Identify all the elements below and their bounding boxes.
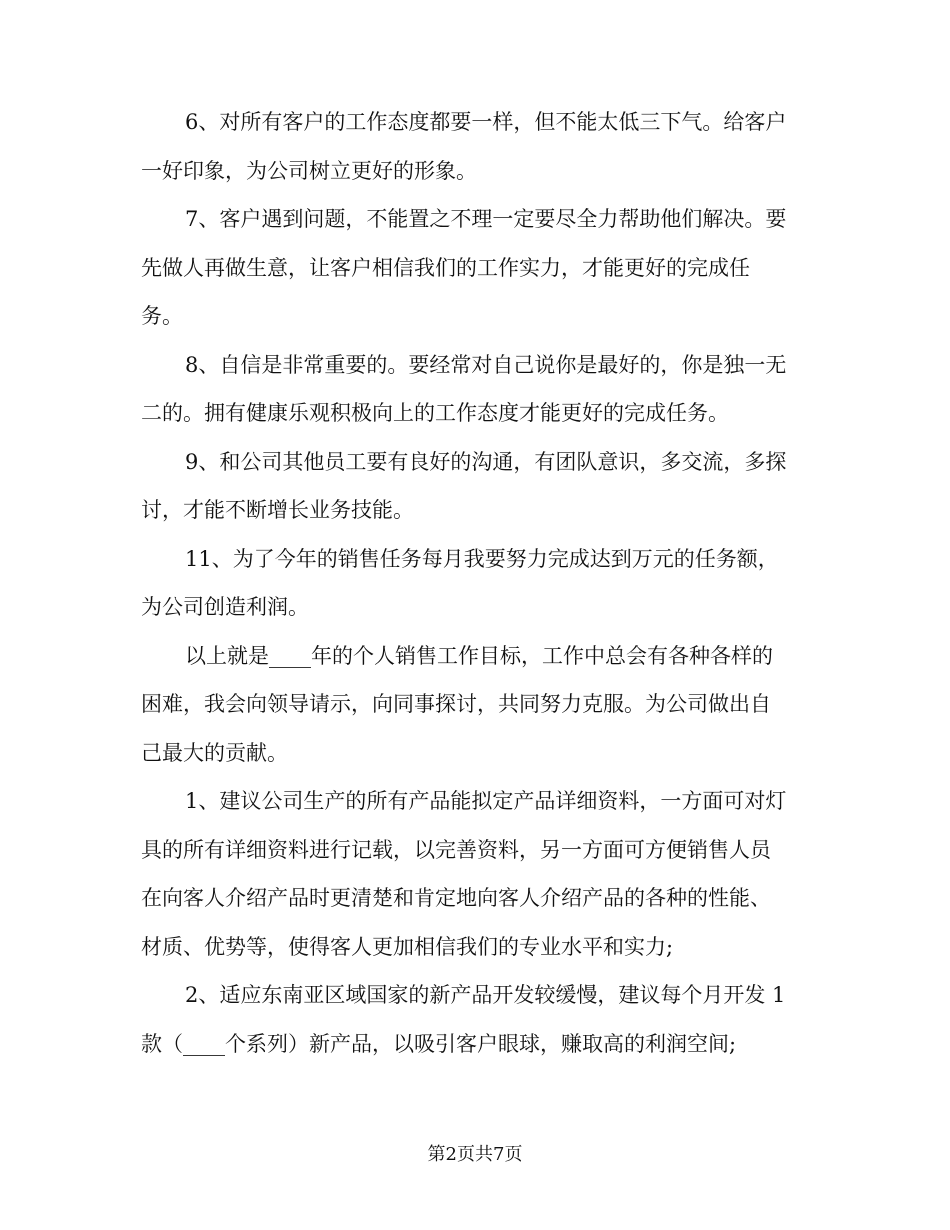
paragraph-line: 务。 — [141, 304, 183, 328]
paragraph-line: 一好印象，为公司树立更好的形象。 — [141, 158, 477, 183]
paragraph-item-6 — [141, 98, 809, 195]
paragraph-line: 材质、优势等，使得客人更加相信我们的专业水平和实力; — [141, 934, 674, 959]
paragraph-item-11 — [141, 535, 809, 632]
paragraph-line: 2、适应东南亚区域国家的新产品开发较缓慢，建议每个月开发 1 — [185, 983, 786, 1007]
paragraph-line: 为公司创造利润。 — [141, 595, 309, 619]
paragraph-line: 以上就是____年的个人销售工作目标，工作中总会有各种各样的 — [185, 643, 773, 668]
paragraph-item-9 — [141, 438, 809, 535]
paragraph-line: 6、对所有客户的工作态度都要一样，但不能太低三下气。给客户 — [185, 110, 787, 134]
paragraph-line: 9、和公司其他员工要有良好的沟通，有团队意识，多交流，多探 — [185, 449, 787, 474]
paragraph-line: 7、客户遇到问题，不能置之不理一定要尽全力帮助他们解决。要 — [185, 207, 787, 231]
paragraph-line: 己最大的贡献。 — [141, 740, 288, 765]
paragraph-line: 具的所有详细资料进行记载，以完善资料，另一方面可方便销售人员 — [141, 837, 771, 862]
paragraph-summary — [141, 632, 809, 778]
paragraph-item-8 — [141, 341, 809, 438]
paragraph-item-7 — [141, 195, 809, 341]
paragraph-suggestion-2 — [141, 971, 809, 1068]
paragraph-line: 1、建议公司生产的所有产品能拟定产品详细资料，一方面可对灯 — [185, 789, 787, 813]
page-number-footer: 第2页共7页 — [427, 1144, 523, 1165]
paragraph-line: 在向客人介绍产品时更清楚和肯定地向客人介绍产品的各种的性能、 — [141, 886, 771, 910]
paragraph-line: 11、为了今年的销售任务每月我要努力完成达到万元的任务额， — [185, 546, 779, 571]
paragraph-suggestion-1 — [141, 777, 809, 971]
paragraph-line: 困难，我会向领导请示，向同事探讨，共同努力克服。为公司做出自 — [141, 692, 771, 716]
paragraph-line: 款（____个系列）新产品，以吸引客户眼球，赚取高的利润空间; — [141, 1031, 737, 1056]
document-body — [141, 98, 809, 1068]
paragraph-line: 8、自信是非常重要的。要经常对自己说你是最好的，你是独一无 — [185, 352, 787, 377]
paragraph-line: 讨，才能不断增长业务技能。 — [141, 498, 414, 522]
paragraph-line: 先做人再做生意，让客户相信我们的工作实力，才能更好的完成任 — [141, 255, 750, 280]
paragraph-line: 二的。拥有健康乐观积极向上的工作态度才能更好的完成任务。 — [141, 401, 729, 425]
